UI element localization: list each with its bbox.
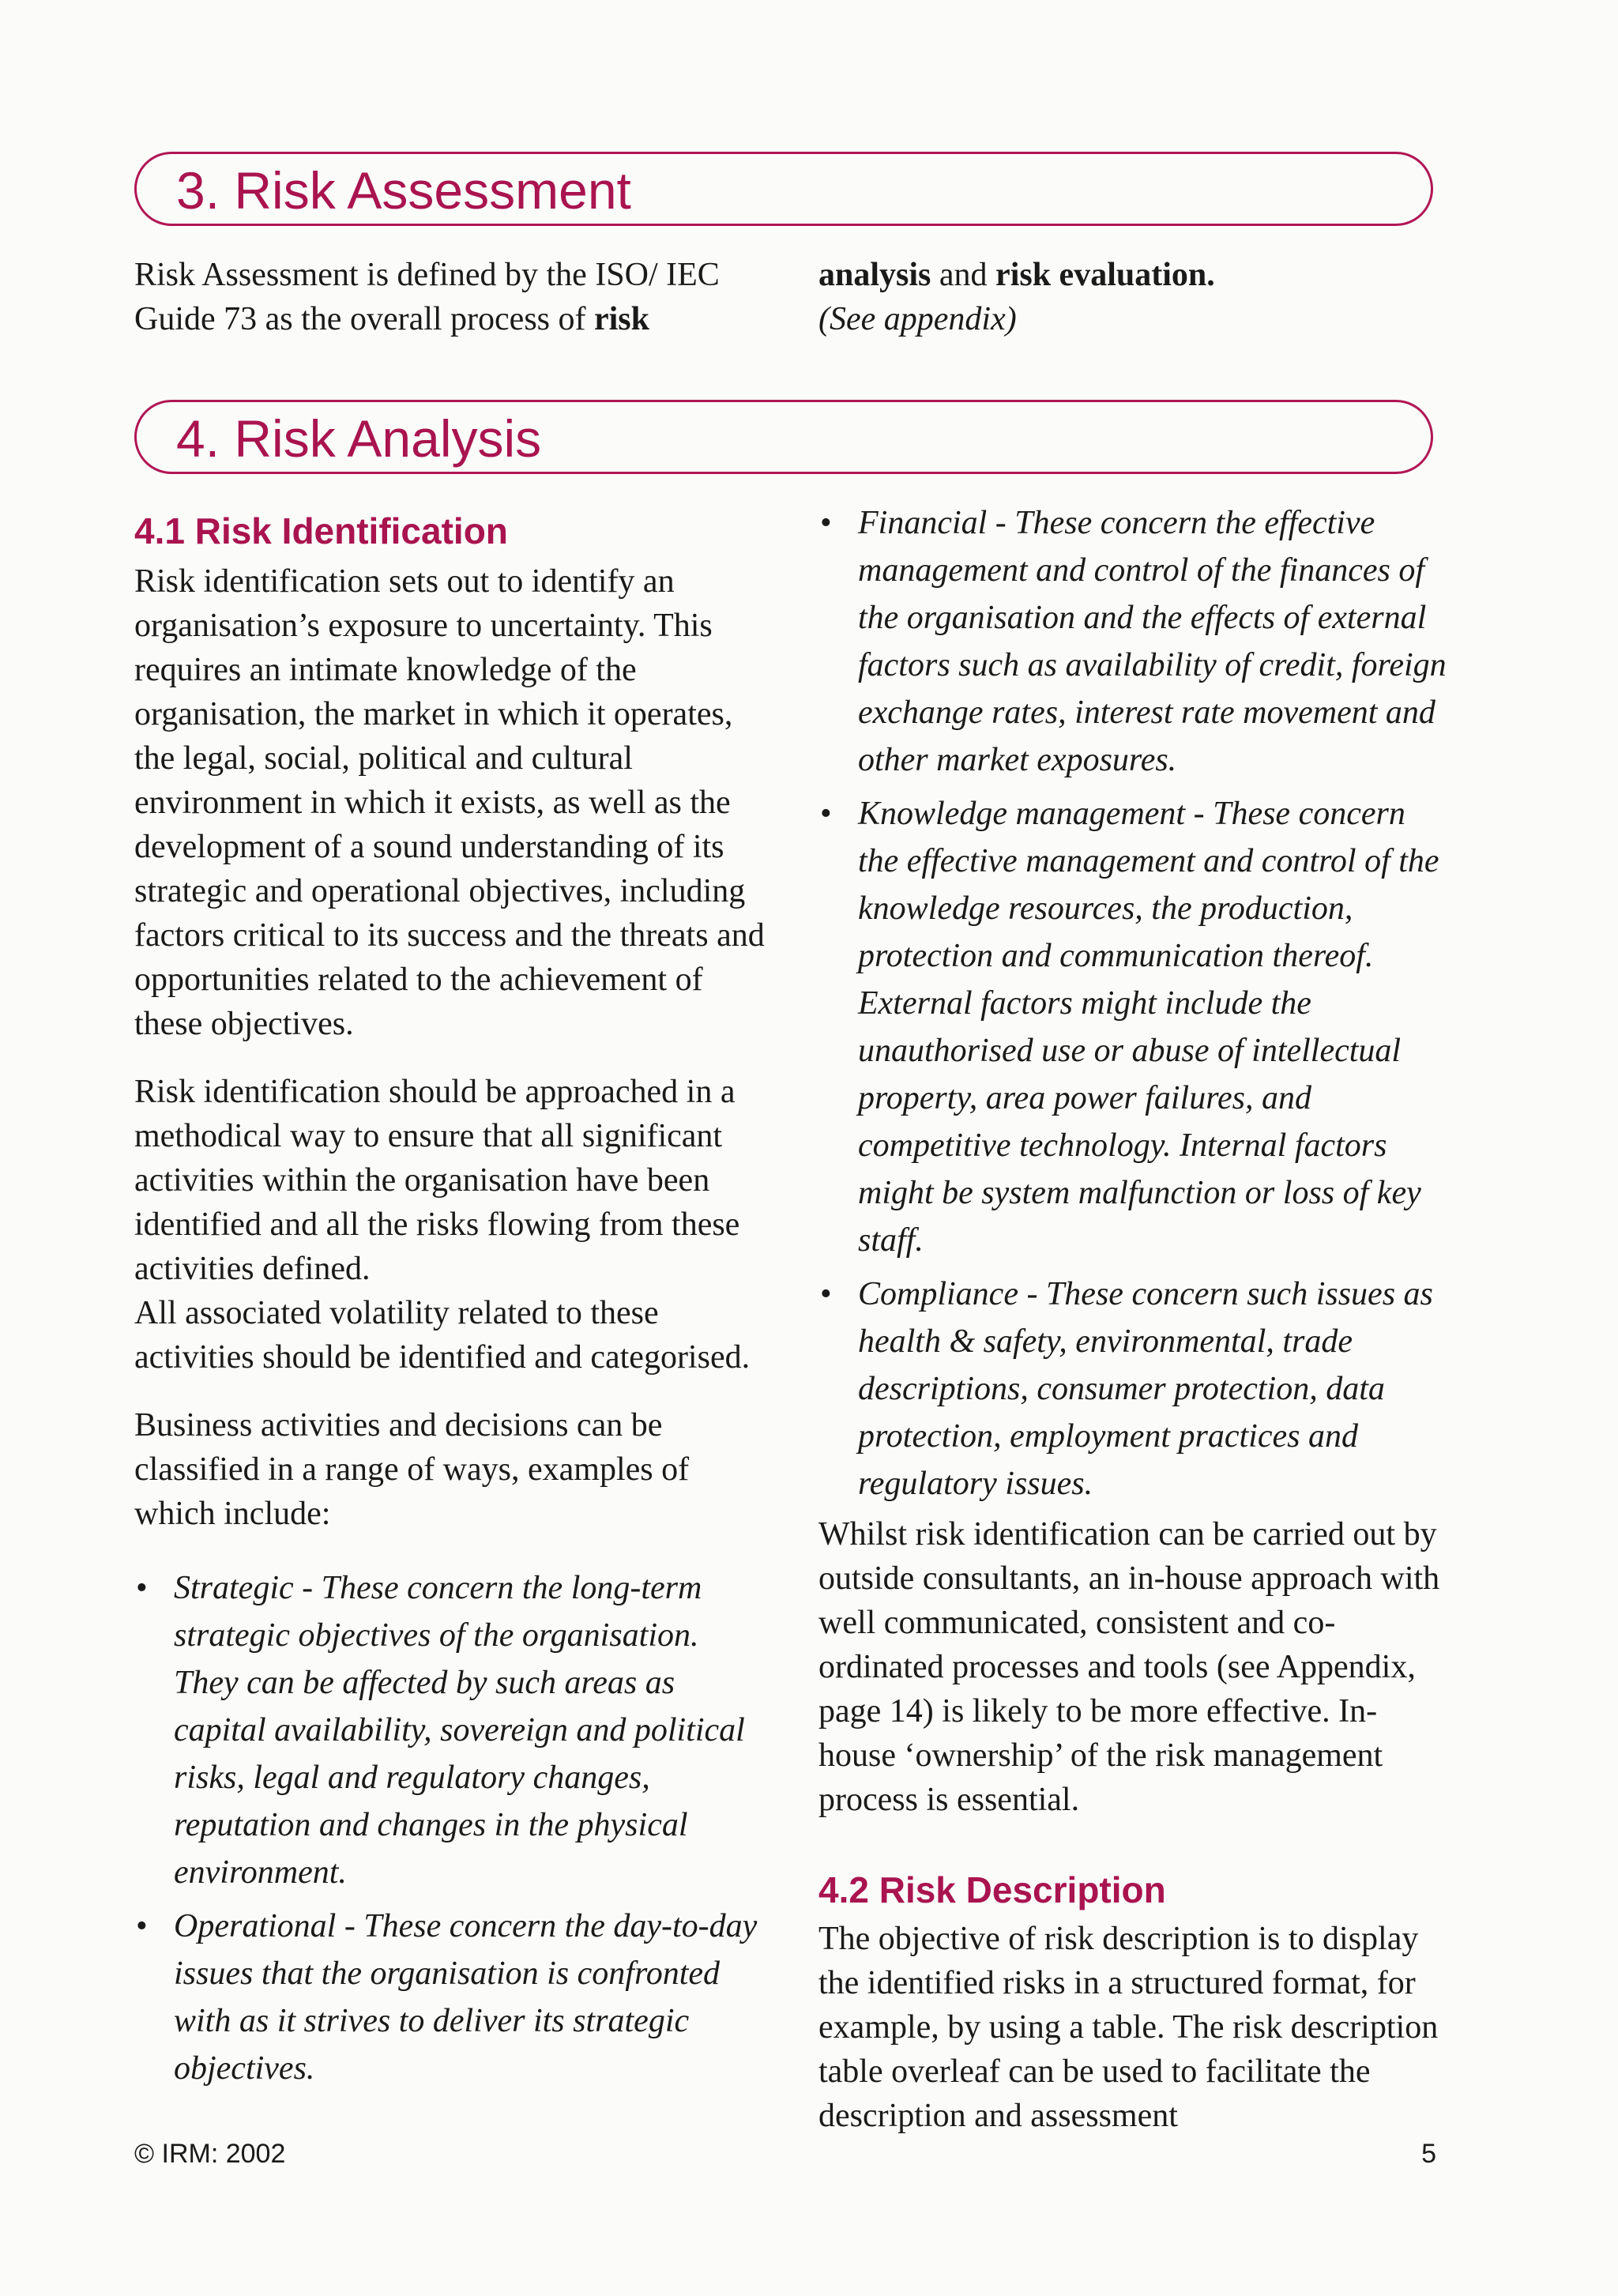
bullet-knowledge-management: • Knowledge management - These concern the effective management and control of the knowledge resources, the production, protection and communication thereof. External factors might include the unauthorised use or abuse of intellectual property, area power failures, and competitive technology. Internal factors might be system malfunction or loss of key staff.: [818, 790, 1451, 1264]
bullet-glyph: •: [820, 796, 832, 832]
section-3-header: [134, 152, 1433, 226]
heading-risk-description: 4.2 Risk Description: [818, 1869, 1166, 1910]
bullet-glyph: •: [136, 1570, 148, 1606]
section-3-text-left: [134, 253, 758, 341]
bold-risk: risk: [594, 301, 650, 337]
bold-risk-evaluation: risk evaluation.: [995, 257, 1215, 293]
footer-copyright: © IRM: 2002: [134, 2139, 286, 2169]
section-3-text-right: [818, 253, 1451, 341]
left-column: [134, 507, 766, 2092]
paragraph-business-activities: Business activities and decisions can be classified in a range of ways, examples of which include:: [134, 1407, 690, 1532]
bullet-glyph: •: [820, 1276, 832, 1312]
heading-risk-identification: 4.1 Risk Identification: [134, 510, 508, 551]
bullet-glyph: •: [136, 1908, 148, 1944]
bullet-list-right: [818, 499, 1451, 1507]
bold-analysis: analysis: [818, 257, 931, 293]
section-4-title: 4. Risk Analysis: [176, 409, 542, 468]
bullet-compliance: • Compliance - These concern such issues as health & safety, environmental, trade descriptions, consumer protection, data protection, employment practices and regulatory issues.: [818, 1270, 1451, 1507]
paragraph-risk-description: The objective of risk description is to display the identified risks in a structured format, for example, by using a table. The risk description table overleaf can be used to facilitate the description and assessment: [818, 1921, 1439, 2134]
paragraph-risk-identification-2b: All associated volatility related to these activities should be identified and categorised.: [134, 1295, 751, 1376]
see-appendix: (See appendix): [818, 301, 1017, 337]
bullet-list-left: [134, 1564, 766, 2092]
paragraph-whilst: Whilst risk identification can be carried out by outside consultants, an in-house approach with well communicated, consistent and co-ordinated processes and tools (see Appendix, page 14) is likely to be more effective. In-house ‘ownership’ of the risk management process is essential.: [818, 1516, 1440, 1818]
footer-page-number: 5: [1421, 2139, 1436, 2169]
paragraph-risk-identification-2: Risk identification should be approached in a methodical way to ensure that all significant activities within the organisation have been identified and all the risks flowing from these activities defined.: [134, 1074, 740, 1287]
section-3-intro: Risk Assessment is defined by the ISO/ IEC Guide 73 as the overall process of: [134, 257, 720, 337]
and-word: and: [931, 257, 996, 293]
section-4-header: [134, 400, 1433, 474]
bullet-strategic: • Strategic - These concern the long-term strategic objectives of the organisation. They can be affected by such areas as capital availability, sovereign and political risks, legal and regulatory changes, reputation and changes in the physical environment.: [134, 1564, 766, 1896]
bullet-operational: • Operational - These concern the day-to-day issues that the organisation is confronted with as it strives to deliver its strategic objectives.: [134, 1903, 766, 2092]
bullet-glyph: •: [820, 505, 832, 541]
bullet-financial: • Financial - These concern the effective management and control of the finances of the organisation and the effects of external factors such as availability of credit, foreign exchange rates, interest rate movement and other market exposures.: [818, 499, 1451, 784]
section-3-title: 3. Risk Assessment: [176, 161, 631, 220]
right-column: [818, 499, 1451, 2138]
paragraph-risk-identification-1: Risk identification sets out to identify an organisation’s exposure to uncertainty. This requires an intimate knowledge of the organisation, the market in which it operates, the legal, social, political and cultural environment in which it exists, as well as the development of a sound understanding of its strategic and operational objectives, including factors critical to its success and the threats and opportunities related to the achievement of these objectives.: [134, 563, 765, 1042]
